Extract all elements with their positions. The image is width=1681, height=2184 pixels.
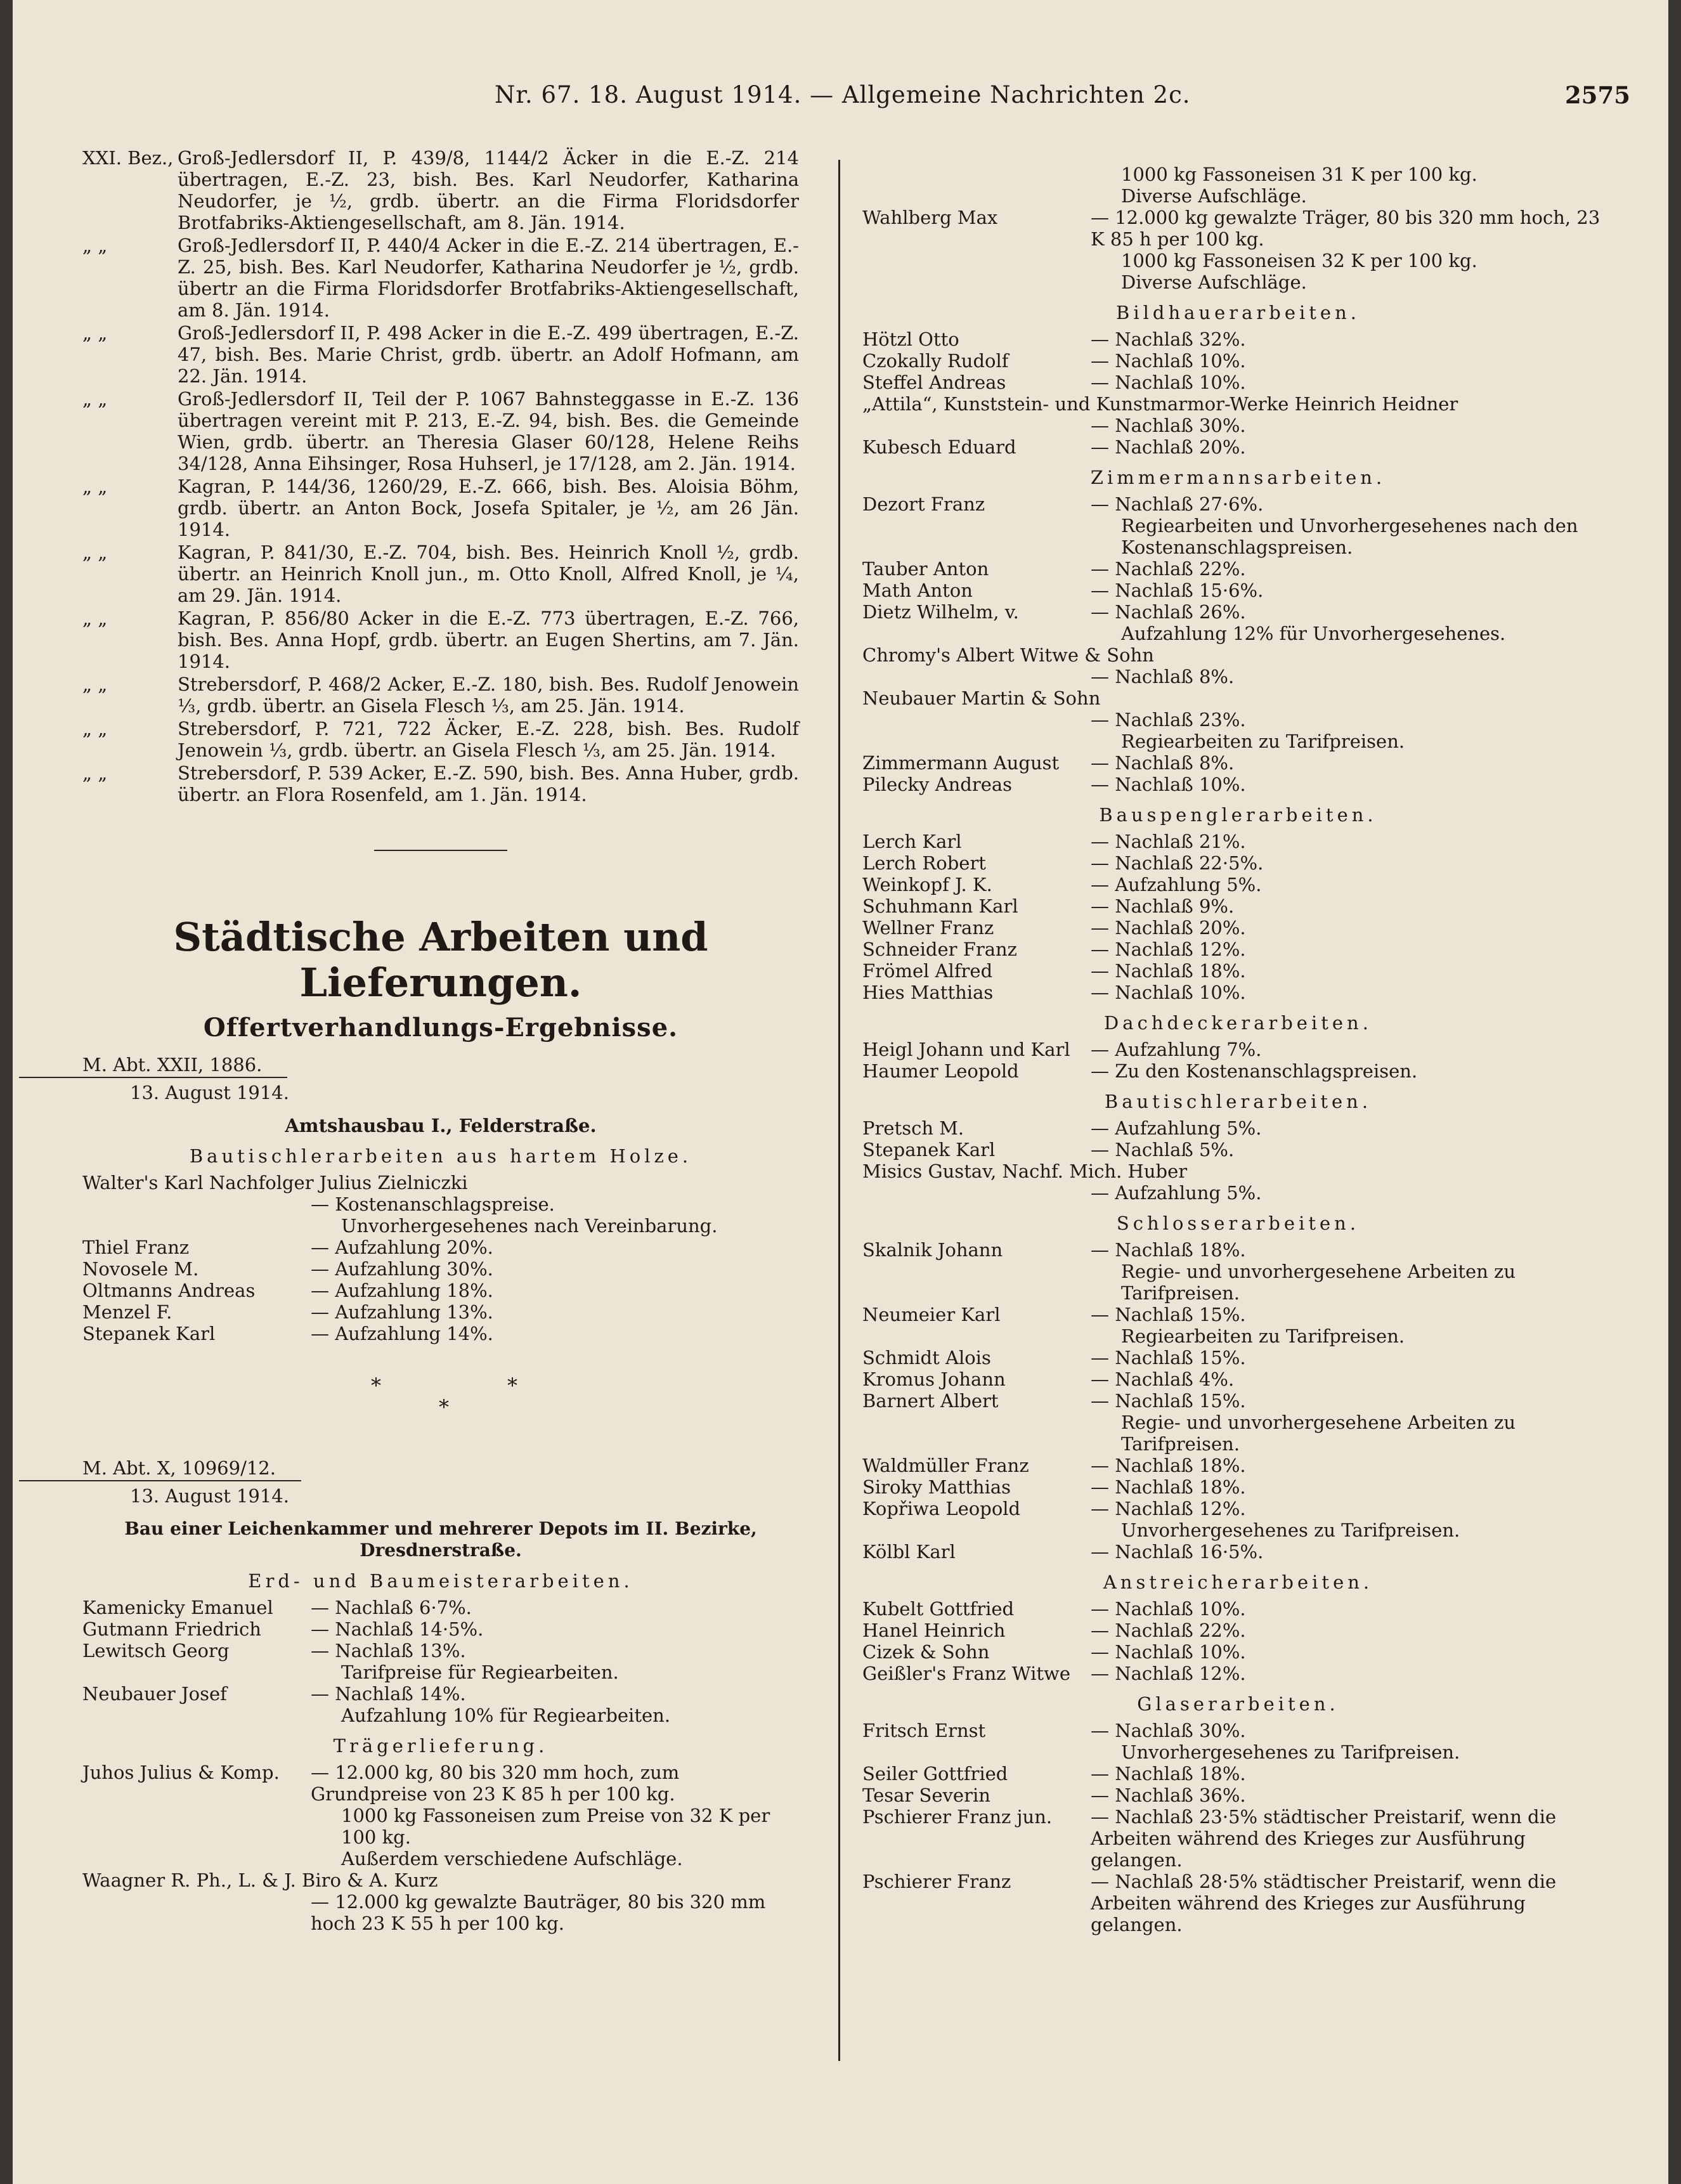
bidder-row bbox=[862, 774, 1614, 795]
bidder-name: Heigl Johann und Karl bbox=[862, 1039, 1070, 1060]
trade-heading: Dachdeckerarbeiten. bbox=[1104, 1012, 1372, 1034]
bidder-row bbox=[862, 580, 1614, 601]
trade-section bbox=[862, 1012, 1614, 1082]
bidder-row bbox=[862, 852, 1614, 874]
bidder-name: Kubelt Gottfried bbox=[862, 1598, 1015, 1620]
bidder-result: — Nachlaß 30%. bbox=[1091, 415, 1246, 436]
bidder-note: Aufzahlung 10% für Regiearbeiten. bbox=[341, 1705, 671, 1726]
bidder-note: Regiearbeiten zu Tarifpreisen. bbox=[1121, 731, 1405, 752]
bidder-row bbox=[862, 1455, 1614, 1476]
bidder-result: — Nachlaß 12%. bbox=[1091, 939, 1246, 960]
bidder-row bbox=[862, 558, 1614, 580]
bidder-result: — Nachlaß 23·5% städtischer Preistarif, wenn die Arbeiten während des Krieges zur Ausführung gelangen. bbox=[1091, 1806, 1557, 1871]
bidder-row bbox=[862, 1806, 1614, 1871]
bidder-result: — Nachlaß 16·5%. bbox=[1091, 1541, 1264, 1563]
tender-date: 13. August 1914. bbox=[130, 1082, 289, 1103]
trade-section bbox=[862, 467, 1614, 795]
bidder-row bbox=[862, 895, 1614, 917]
trade-heading: Erd- und Baumeisterarbeiten. bbox=[248, 1570, 633, 1592]
bidder-name: Math Anton bbox=[862, 580, 973, 601]
page-number: 2575 bbox=[1565, 81, 1630, 109]
bidder-result: — Nachlaß 36%. bbox=[1091, 1784, 1246, 1806]
bidder-name: Kölbl Karl bbox=[862, 1541, 956, 1563]
trade-section bbox=[862, 804, 1614, 1003]
bidder-row bbox=[82, 1258, 799, 1280]
trade-heading: Trägerlieferung. bbox=[333, 1735, 548, 1757]
transfer-text: Groß-Jedlersdorf II, P. 440/4 Acker in die E.-Z. 214 übertragen, E.-Z. 25, bish. Bes. Karl Neudorfer, Katharina Neudorfer je ½, grdb. übertr an die Firma Floridsdorfer Brotfabriks-Aktiengesellschaft, am 8. Jän. 1914. bbox=[178, 235, 799, 321]
bidder-row bbox=[862, 328, 1614, 350]
bidder-result: — Nachlaß 18%. bbox=[1091, 1239, 1246, 1261]
bidder-row: Walter's Karl Nachfolger Julius Zielniczki bbox=[82, 1172, 468, 1193]
transfer-text: Strebersdorf, P. 468/2 Acker, E.-Z. 180, bish. Bes. Rudolf Jenowein ⅓, grdb. übertr. an Gisela Flesch ⅓, am 25. Jän. 1914. bbox=[178, 673, 799, 717]
transfer-entry bbox=[82, 235, 799, 321]
continued-note: 1000 kg Fassoneisen 31 K per 100 kg. bbox=[1121, 164, 1477, 185]
transfer-text: Strebersdorf, P. 539 Acker, E.-Z. 590, bish. Bes. Anna Huber, grdb. übertr. an Flora Rosenfeld, am 1. Jän. 1914. bbox=[178, 762, 799, 805]
bidder-name: Gutmann Friedrich bbox=[82, 1618, 261, 1640]
bidder-result: — Nachlaß 5%. bbox=[1091, 1139, 1235, 1160]
bidder-name: Pilecky Andreas bbox=[862, 774, 1013, 795]
bidder-name: Hötzl Otto bbox=[862, 328, 959, 350]
bidder-result: — Nachlaß 18%. bbox=[1091, 1455, 1246, 1476]
bidder-name: Tauber Anton bbox=[862, 558, 989, 580]
transfer-entry bbox=[82, 718, 799, 761]
bidder-row bbox=[862, 1239, 1614, 1261]
bidder-result: — Nachlaß 10%. bbox=[1091, 372, 1246, 393]
bidder-result: — Aufzahlung 13%. bbox=[311, 1301, 493, 1323]
bidder-result: — Nachlaß 28·5% städtischer Preistarif, wenn die Arbeiten während des Krieges zur Ausführung gelangen. bbox=[1091, 1871, 1557, 1935]
bidder-name: Neubauer Martin & Sohn bbox=[862, 687, 1101, 709]
bidder-result: — Aufzahlung 7%. bbox=[1091, 1039, 1262, 1060]
bidder-name: Waldmüller Franz bbox=[862, 1455, 1029, 1476]
bidder-row bbox=[862, 207, 1614, 250]
bidder-name: Stepanek Karl bbox=[82, 1323, 216, 1344]
bidder-result: — Aufzahlung 5%. bbox=[1091, 1182, 1262, 1204]
trade-section bbox=[862, 1571, 1614, 1684]
bidder-name: Pschierer Franz jun. bbox=[862, 1806, 1053, 1828]
transfer-text: Kagran, P. 144/36, 1260/29, E.-Z. 666, bish. Bes. Aloisia Böhm, grdb. übertr. an Anton Bock, Josefa Spitaler, je ½, am 26 Jän. 1914. bbox=[178, 476, 799, 540]
transfer-text: Groß-Jedlersdorf II, P. 439/8, 1144/2 Äcker in die E.-Z. 214 übertragen, E.-Z. 23, bish. Bes. Karl Neudorfer, Katharina Neudorfer, je ½, grdb. übertr. an die Firma Floridsdorfer Brotfabriks-Aktiengesellschaft, am 8. Jän. 1914. bbox=[178, 147, 799, 233]
bidder-row bbox=[862, 1541, 1614, 1563]
bidder-row bbox=[862, 1060, 1614, 1082]
transfer-text: Groß-Jedlersdorf II, P. 498 Acker in die E.-Z. 499 übertragen, E.-Z. 47, bish. Bes. Marie Christ, grdb. übertr. an Adolf Hofmann, am 22. Jän. 1914. bbox=[178, 322, 799, 387]
bidder-note: 1000 kg Fassoneisen zum Preise von 32 K per 100 kg. bbox=[341, 1805, 770, 1848]
bidder-row bbox=[862, 1390, 1614, 1412]
bidder-row bbox=[82, 1301, 799, 1323]
trade-heading: Bildhauerarbeiten. bbox=[1116, 302, 1360, 323]
bidder-row bbox=[82, 1597, 799, 1618]
bidder-row bbox=[862, 1620, 1614, 1641]
tender-block-1 bbox=[82, 1054, 799, 1344]
bidder-name: Oltmanns Andreas bbox=[82, 1280, 256, 1301]
bidder-note: Regie- und unvorhergesehene Arbeiten zu Tarifpreisen. bbox=[1121, 1412, 1516, 1455]
trade-heading: Bautischlerarbeiten. bbox=[1104, 1091, 1372, 1112]
bidder-result: — Nachlaß 10%. bbox=[1091, 1641, 1246, 1663]
bidder-note: Tarifpreise für Regiearbeiten. bbox=[341, 1661, 619, 1683]
bidder-note: Regiearbeiten zu Tarifpreisen. bbox=[1121, 1325, 1405, 1347]
bidder-result: — Nachlaß 12%. bbox=[1091, 1498, 1246, 1519]
bidder-list bbox=[82, 1597, 799, 1726]
trade-sections bbox=[862, 302, 1614, 1935]
bidder-row bbox=[862, 1347, 1614, 1368]
trade-section bbox=[862, 1091, 1614, 1204]
bidder-note: 1000 kg Fassoneisen 32 K per 100 kg. bbox=[1121, 250, 1477, 271]
page-header bbox=[13, 81, 1668, 119]
transfer-district: XXI. Bez., bbox=[82, 147, 174, 169]
bidder-row bbox=[862, 436, 1614, 458]
land-transfer-list bbox=[82, 147, 799, 805]
bidder-result: — Kostenanschlagspreise. bbox=[311, 1193, 555, 1215]
bidder-name: Dietz Wilhelm, v. bbox=[862, 601, 1019, 623]
bidder-row bbox=[862, 752, 1614, 774]
bidder-row bbox=[862, 1663, 1614, 1684]
project-title: Amtshausbau I., Felderstraße. bbox=[285, 1115, 597, 1136]
bidder-name: Pschierer Franz bbox=[862, 1871, 1011, 1892]
bidder-result: — Nachlaß 8%. bbox=[1091, 666, 1235, 687]
bidder-name: Hies Matthias bbox=[862, 982, 994, 1003]
trade-section bbox=[862, 1693, 1614, 1935]
bidder-result: — Nachlaß 4%. bbox=[1091, 1368, 1235, 1390]
bidder-result: — Aufzahlung 30%. bbox=[311, 1258, 493, 1280]
bidder-row bbox=[82, 1683, 799, 1705]
bidder-result: — Nachlaß 14%. bbox=[311, 1683, 466, 1705]
bidder-result: — 12.000 kg gewalzte Bauträger, 80 bis 320 mm hoch 23 K 55 h per 100 kg. bbox=[311, 1891, 766, 1934]
bidder-name: Misics Gustav, Nachf. Mich. Huber bbox=[862, 1160, 1188, 1182]
transfer-entry bbox=[82, 542, 799, 606]
bidder-row bbox=[862, 1139, 1614, 1160]
bidder-result: — Nachlaß 27·6%. bbox=[1091, 493, 1264, 515]
bidder-result: — Nachlaß 20%. bbox=[1091, 917, 1246, 939]
bidder-result: — Nachlaß 32%. bbox=[1091, 328, 1246, 350]
trade-heading: Zimmermannsarbeiten. bbox=[1090, 467, 1386, 488]
bidder-result: — Aufzahlung 5%. bbox=[1091, 874, 1262, 895]
tender-date: 13. August 1914. bbox=[130, 1485, 289, 1507]
bidder-name: Zimmermann August bbox=[862, 752, 1060, 774]
bidder-name: Fritsch Ernst bbox=[862, 1720, 986, 1741]
bidder-note: Unvorhergesehenes zu Tarifpreisen. bbox=[1121, 1741, 1460, 1763]
transfer-entry bbox=[82, 673, 799, 717]
transfer-district: „ „ bbox=[82, 608, 108, 629]
section-title: Städtische Arbeiten und Lieferungen. bbox=[173, 914, 708, 1006]
transfer-text: Kagran, P. 841/30, E.-Z. 704, bish. Bes. Heinrich Knoll ½, grdb. übertr. an Heinrich Knoll jun., m. Otto Knoll, Alfred Knoll, je ¼, am 29. Jän. 1914. bbox=[178, 542, 799, 606]
bidder-row bbox=[862, 1304, 1614, 1325]
trade-section bbox=[862, 302, 1614, 458]
bidder-result: — Nachlaß 10%. bbox=[1091, 350, 1246, 372]
transfer-district: „ „ bbox=[82, 476, 108, 497]
bidder-name: Frömel Alfred bbox=[862, 960, 993, 982]
bidder-result: — Nachlaß 9%. bbox=[1091, 895, 1235, 917]
bidder-name: Lewitsch Georg bbox=[82, 1640, 230, 1661]
bidder-result: — Nachlaß 15%. bbox=[1091, 1304, 1246, 1325]
bidder-name: Wellner Franz bbox=[862, 917, 994, 939]
bidder-note: Aufzahlung 12% für Unvorhergesehenes. bbox=[1121, 623, 1506, 644]
bidder-result: — Nachlaß 21%. bbox=[1091, 831, 1246, 852]
newspaper-page bbox=[13, 0, 1668, 2184]
bidder-row bbox=[862, 1720, 1614, 1741]
header-issue-line: Nr. 67. 18. August 1914. — Allgemeine Nachrichten 2c. bbox=[495, 81, 1191, 108]
transfer-district: „ „ bbox=[82, 388, 108, 410]
bidder-name: Steffel Andreas bbox=[862, 372, 1006, 393]
bidder-result: — Zu den Kostenanschlagspreisen. bbox=[1091, 1060, 1418, 1082]
tender-block-2 bbox=[82, 1457, 799, 1934]
bidder-note: Diverse Aufschläge. bbox=[1121, 271, 1307, 293]
bidder-result: — Nachlaß 22%. bbox=[1091, 1620, 1246, 1641]
section-subtitle: Offertverhandlungs-Ergebnisse. bbox=[203, 1013, 678, 1043]
bidder-name: Neubauer Josef bbox=[82, 1683, 227, 1705]
bidder-name: Novosele M. bbox=[82, 1258, 199, 1280]
bidder-name: Cizek & Sohn bbox=[862, 1641, 990, 1663]
bidder-name: Lerch Robert bbox=[862, 852, 986, 874]
bidder-name: Tesar Severin bbox=[862, 1784, 990, 1806]
bidder-result: — 12.000 kg gewalzte Träger, 80 bis 320 mm hoch, 23 K 85 h per 100 kg. bbox=[1091, 207, 1600, 250]
bidder-name: Thiel Franz bbox=[82, 1237, 190, 1258]
bidder-row bbox=[862, 1784, 1614, 1806]
bidder-result: — Aufzahlung 20%. bbox=[311, 1237, 493, 1258]
bidder-name: Czokally Rudolf bbox=[862, 350, 1009, 372]
bidder-row bbox=[862, 1763, 1614, 1784]
transfer-district: „ „ bbox=[82, 322, 108, 344]
column-divider bbox=[838, 160, 840, 2061]
bidder-name: Seiler Gottfried bbox=[862, 1763, 1008, 1784]
bidder-name: Kopřiwa Leopold bbox=[862, 1498, 1021, 1519]
bidder-result: — Nachlaß 10%. bbox=[1091, 774, 1246, 795]
bidder-result: — Nachlaß 10%. bbox=[1091, 1598, 1246, 1620]
bidder-row bbox=[862, 1476, 1614, 1498]
bidder-name: Geißler's Franz Witwe bbox=[862, 1663, 1071, 1684]
bidder-name: Weinkopf J. K. bbox=[862, 874, 992, 895]
bidder-result: — Nachlaß 15·6%. bbox=[1091, 580, 1264, 601]
project-title: Bau einer Leichenkammer und mehrerer Depots im II. Bezirke, Dresdnerstraße. bbox=[124, 1518, 757, 1561]
bidder-row bbox=[862, 831, 1614, 852]
bidder-row: Waagner R. Ph., L. & J. Biro & A. Kurz bbox=[82, 1869, 438, 1891]
trade-heading: Schlosserarbeiten. bbox=[1116, 1212, 1360, 1234]
transfer-district: „ „ bbox=[82, 542, 108, 563]
bidder-row bbox=[862, 1871, 1614, 1935]
bidder-row bbox=[862, 1498, 1614, 1519]
bidder-note: Unvorhergesehenes zu Tarifpreisen. bbox=[1121, 1519, 1460, 1541]
bidder-row bbox=[862, 493, 1614, 515]
continued-note: Diverse Aufschläge. bbox=[1121, 185, 1307, 207]
bidder-row bbox=[862, 917, 1614, 939]
bidder-row bbox=[862, 601, 1614, 623]
bidder-name: Barnert Albert bbox=[862, 1390, 999, 1412]
asterisk: * bbox=[371, 1374, 381, 1398]
transfer-entry bbox=[82, 322, 799, 387]
bidder-row bbox=[862, 874, 1614, 895]
bidder-result: — Nachlaß 26%. bbox=[1091, 601, 1246, 623]
bidder-result: — Nachlaß 8%. bbox=[1091, 752, 1235, 774]
bidder-result: — Nachlaß 15%. bbox=[1091, 1390, 1246, 1412]
bidder-note: Außerdem verschiedene Aufschläge. bbox=[341, 1848, 683, 1869]
bidder-list bbox=[82, 1237, 799, 1344]
bidder-name: Hanel Heinrich bbox=[862, 1620, 1006, 1641]
trade-heading: Glaserarbeiten. bbox=[1137, 1693, 1339, 1715]
bidder-row bbox=[862, 350, 1614, 372]
bidder-result: — Nachlaß 6·7%. bbox=[311, 1597, 472, 1618]
bidder-row bbox=[862, 960, 1614, 982]
bidder-result: — Aufzahlung 5%. bbox=[1091, 1117, 1262, 1139]
bidder-name: Menzel F. bbox=[82, 1301, 172, 1323]
bidder-name: Wahlberg Max bbox=[862, 207, 998, 228]
bidder-result: — Nachlaß 18%. bbox=[1091, 1476, 1246, 1498]
bidder-row bbox=[82, 1762, 799, 1805]
trade-section bbox=[862, 1212, 1614, 1563]
bidder-result: — Nachlaß 20%. bbox=[1091, 436, 1246, 458]
bidder-result: — Nachlaß 10%. bbox=[1091, 982, 1246, 1003]
transfer-district: „ „ bbox=[82, 235, 108, 256]
bidder-result: — Nachlaß 15%. bbox=[1091, 1347, 1246, 1368]
bidder-row bbox=[82, 1618, 799, 1640]
bidder-note: Regie- und unvorhergesehene Arbeiten zu Tarifpreisen. bbox=[1121, 1261, 1516, 1304]
bidder-result: — Nachlaß 23%. bbox=[1091, 709, 1246, 731]
transfer-entry bbox=[82, 388, 799, 474]
transfer-text: Kagran, P. 856/80 Acker in die E.-Z. 773 übertragen, E.-Z. 766, bish. Bes. Anna Hopf, grdb. übertr. an Eugen Shertins, am 7. Jän. 1914. bbox=[178, 608, 799, 672]
bidder-name: Lerch Karl bbox=[862, 831, 962, 852]
bidder-row bbox=[82, 1323, 799, 1344]
bidder-row bbox=[862, 939, 1614, 960]
bidder-result: — Nachlaß 18%. bbox=[1091, 1763, 1246, 1784]
bidder-result: — Nachlaß 22·5%. bbox=[1091, 852, 1264, 874]
transfer-entry bbox=[82, 608, 799, 672]
bidder-row bbox=[862, 1641, 1614, 1663]
transfer-text: Groß-Jedlersdorf II, Teil der P. 1067 Bahnsteggasse in E.-Z. 136 übertragen vereint mit P. 213, E.-Z. 94, bish. Bes. die Gemeinde Wien, grdb. übertr. an Theresia Glaser 60/128, Helene Reihs 34/128, Anna Eihsinger, Rosa Huhserl, je 17/128, am 2. Jän. 1914. bbox=[178, 388, 799, 474]
transfer-district: „ „ bbox=[82, 718, 108, 739]
transfer-district: „ „ bbox=[82, 762, 108, 784]
trade-heading: Bautischlerarbeiten aus hartem Holze. bbox=[189, 1145, 692, 1167]
file-reference: M. Abt. X, 10969/12. bbox=[19, 1457, 301, 1481]
bidder-row bbox=[862, 1117, 1614, 1139]
file-reference: M. Abt. XXII, 1886. bbox=[19, 1054, 287, 1078]
bidder-row bbox=[82, 1280, 799, 1301]
transfer-text: Strebersdorf, P. 721, 722 Äcker, E.-Z. 228, bish. Bes. Rudolf Jenowein ⅓, grdb. übertr. an Gisela Flesch ⅓, am 25. Jän. 1914. bbox=[178, 718, 799, 761]
bidder-name: Pretsch M. bbox=[862, 1117, 964, 1139]
bidder-name: Kubesch Eduard bbox=[862, 436, 1016, 458]
section-separator bbox=[374, 850, 507, 851]
bidder-row bbox=[862, 372, 1614, 393]
left-column bbox=[82, 147, 799, 1934]
bidder-name: Kromus Johann bbox=[862, 1368, 1006, 1390]
bidder-name: Kamenicky Emanuel bbox=[82, 1597, 273, 1618]
bidder-note: Regiearbeiten und Unvorhergesehenes nach den Kostenanschlagspreisen. bbox=[1121, 515, 1578, 558]
bidder-row bbox=[862, 1598, 1614, 1620]
bidder-row bbox=[82, 1237, 799, 1258]
trade-heading: Bauspenglerarbeiten. bbox=[1099, 804, 1377, 826]
bidder-name: Siroky Matthias bbox=[862, 1476, 1011, 1498]
bidder-note: Unvorhergesehenes nach Vereinbarung. bbox=[341, 1215, 718, 1237]
asterisk: * bbox=[507, 1374, 517, 1398]
bidder-name: Chromy's Albert Witwe & Sohn bbox=[862, 644, 1154, 666]
bidder-name: Schneider Franz bbox=[862, 939, 1017, 960]
bidder-name: Skalnik Johann bbox=[862, 1239, 1003, 1261]
bidder-name: „Attila“, Kunststein- und Kunstmarmor-Werke Heinrich Heidner bbox=[862, 393, 1458, 415]
trade-heading: Anstreicherarbeiten. bbox=[1103, 1571, 1373, 1593]
bidder-name: Schmidt Alois bbox=[862, 1347, 991, 1368]
bidder-name: Juhos Julius & Komp. bbox=[82, 1762, 280, 1783]
right-column bbox=[862, 164, 1614, 1935]
bidder-result: — Nachlaß 22%. bbox=[1091, 558, 1246, 580]
bidder-result: — Nachlaß 30%. bbox=[1091, 1720, 1246, 1741]
bidder-row bbox=[82, 1640, 799, 1661]
bidder-name: Neumeier Karl bbox=[862, 1304, 1001, 1325]
bidder-name: Schuhmann Karl bbox=[862, 895, 1018, 917]
bidder-result: — Nachlaß 18%. bbox=[1091, 960, 1246, 982]
bidder-result: — Aufzahlung 14%. bbox=[311, 1323, 493, 1344]
bidder-result: — Nachlaß 14·5%. bbox=[311, 1618, 484, 1640]
bidder-name: Haumer Leopold bbox=[862, 1060, 1019, 1082]
section-asterisks bbox=[82, 1375, 799, 1419]
bidder-name: Dezort Franz bbox=[862, 493, 985, 515]
bidder-row bbox=[862, 1039, 1614, 1060]
bidder-row bbox=[862, 1368, 1614, 1390]
bidder-result: — Nachlaß 13%. bbox=[311, 1640, 466, 1661]
transfer-entry bbox=[82, 476, 799, 540]
asterisk: * bbox=[439, 1395, 449, 1419]
transfer-district: „ „ bbox=[82, 673, 108, 695]
bidder-result: — Aufzahlung 18%. bbox=[311, 1280, 493, 1301]
transfer-entry bbox=[82, 762, 799, 805]
transfer-entry bbox=[82, 147, 799, 233]
bidder-result: — Nachlaß 12%. bbox=[1091, 1663, 1246, 1684]
bidder-row bbox=[862, 982, 1614, 1003]
bidder-result: — 12.000 kg, 80 bis 320 mm hoch, zum Grundpreise von 23 K 85 h per 100 kg. bbox=[311, 1762, 680, 1805]
bidder-name: Stepanek Karl bbox=[862, 1139, 996, 1160]
